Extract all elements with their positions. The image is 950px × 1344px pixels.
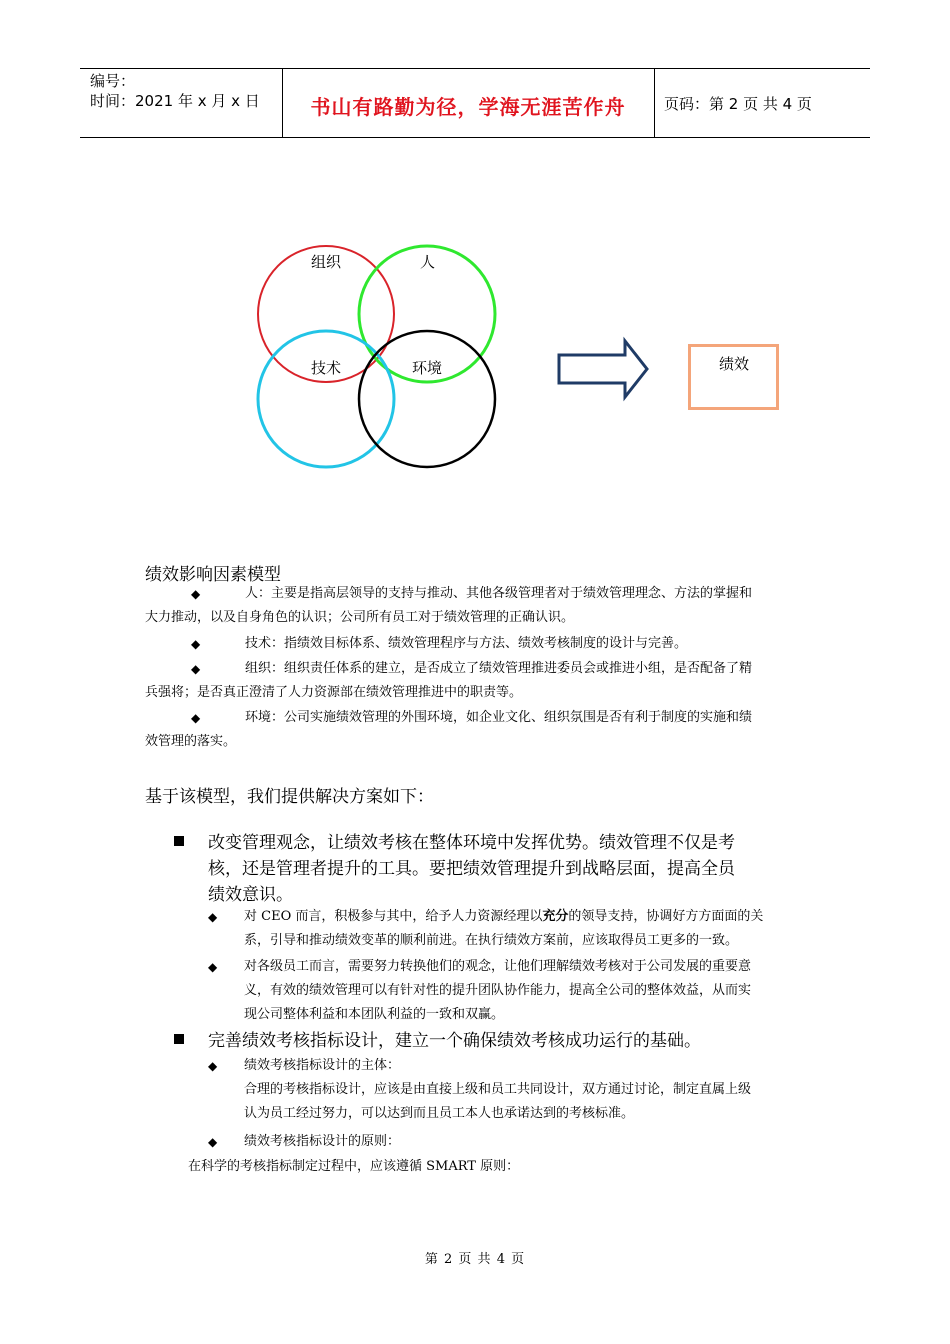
square-bullet-icon — [174, 1034, 184, 1044]
factor-item: ◆ 组织：组织责任体系的建立，是否成立了绩效管理推进委员会或推进小组，是否配备了精 兵强将；是否真正澄清了人力资源部在绩效管理推进中的职责等。 — [145, 657, 810, 705]
diamond-bullet-icon: ◆ — [208, 960, 218, 974]
diamond-bullet-icon: ◆ — [208, 1059, 218, 1073]
circle-label-technology: 技术 — [311, 359, 342, 377]
solution-sub-item: ◆ 对 CEO 而言，积极参与其中，给予人力资源经理以充分的领导支持，协调好方方面面的关 系，引导和推动绩效变革的顺利前进。在执行绩效方案前，应该取得员工更多的一致。 — [208, 905, 814, 953]
diamond-bullet-icon: ◆ — [191, 711, 201, 725]
factor-item: ◆ 人：主要是指高层领导的支持与推动、其他各级管理者对于绩效管理理念、方法的掌握和 大力推动，以及自身角色的认识；公司所有员工对于绩效管理的正确认识。 — [145, 582, 810, 630]
header-page-number: 页码：第 2 页 共 4 页 — [664, 95, 812, 113]
time-label: 时间：2021 年 x 月 x 日 — [90, 92, 260, 110]
performance-result-label: 绩效 — [719, 355, 750, 373]
number-label: 编号： — [90, 72, 136, 90]
diamond-bullet-icon: ◆ — [208, 910, 218, 924]
diamond-bullet-icon: ◆ — [191, 662, 201, 676]
performance-factor-diagram — [0, 0, 950, 500]
diamond-bullet-icon: ◆ — [208, 1135, 218, 1149]
factor-item: ◆ 技术：指绩效目标体系、绩效管理程序与方法、绩效考核制度的设计与完善。 — [145, 632, 810, 656]
diamond-bullet-icon: ◆ — [191, 587, 201, 601]
circle-label-environment: 环境 — [412, 359, 443, 377]
diamond-bullet-icon: ◆ — [191, 637, 201, 651]
solution-item: 改变管理观念，让绩效考核在整体环境中发挥优势。绩效管理不仅是考 核，还是管理者提升的工具。要把绩效管理提升到战略层面，提高全员 绩效意识。 — [174, 830, 814, 908]
header-motto: 书山有路勤为径，学海无涯苦作舟 — [310, 95, 626, 119]
solution-intro: 基于该模型，我们提供解决方案如下： — [145, 787, 434, 807]
model-title: 绩效影响因素模型 — [145, 565, 281, 585]
smart-principle-line: 在科学的考核指标制定过程中，应该遵循 SMART 原则： — [188, 1159, 520, 1174]
factor-item: ◆ 环境：公司实施绩效管理的外围环境，如企业文化、组织氛围是否有利于制度的实施和绩 效管理的落实。 — [145, 706, 810, 754]
circle-label-organization: 组织 — [311, 253, 342, 271]
solution-item: 完善绩效考核指标设计，建立一个确保绩效考核成功运行的基础。 — [174, 1028, 814, 1054]
circle-technology — [258, 331, 394, 467]
circle-environment — [359, 331, 495, 467]
performance-result-box — [688, 344, 779, 410]
circle-label-people: 人 — [420, 253, 436, 271]
arrow-right-icon — [559, 341, 647, 397]
square-bullet-icon — [174, 836, 184, 846]
solution-sub-item: ◆ 绩效考核指标设计的原则： — [208, 1130, 814, 1154]
page-footer: 第 2 页 共 4 页 — [424, 1252, 526, 1267]
solution-sub-item: ◆ 对各级员工而言，需要努力转换他们的观念，让他们理解绩效考核对于公司发展的重要意 义，有效的绩效管理可以有针对性的提升团队协作能力，提高全公司的整体效益，从而实 现公司整体利益和本团队利益的一致和双赢。 — [208, 955, 814, 1027]
solution-sub-item: ◆ 绩效考核指标设计的主体： 合理的考核指标设计，应该是由直接上级和员工共同设计，双方通过讨论，制定直属上级 认为员工经过努力，可以达到而且员工本人也承诺达到的考核标准。 — [208, 1054, 814, 1126]
